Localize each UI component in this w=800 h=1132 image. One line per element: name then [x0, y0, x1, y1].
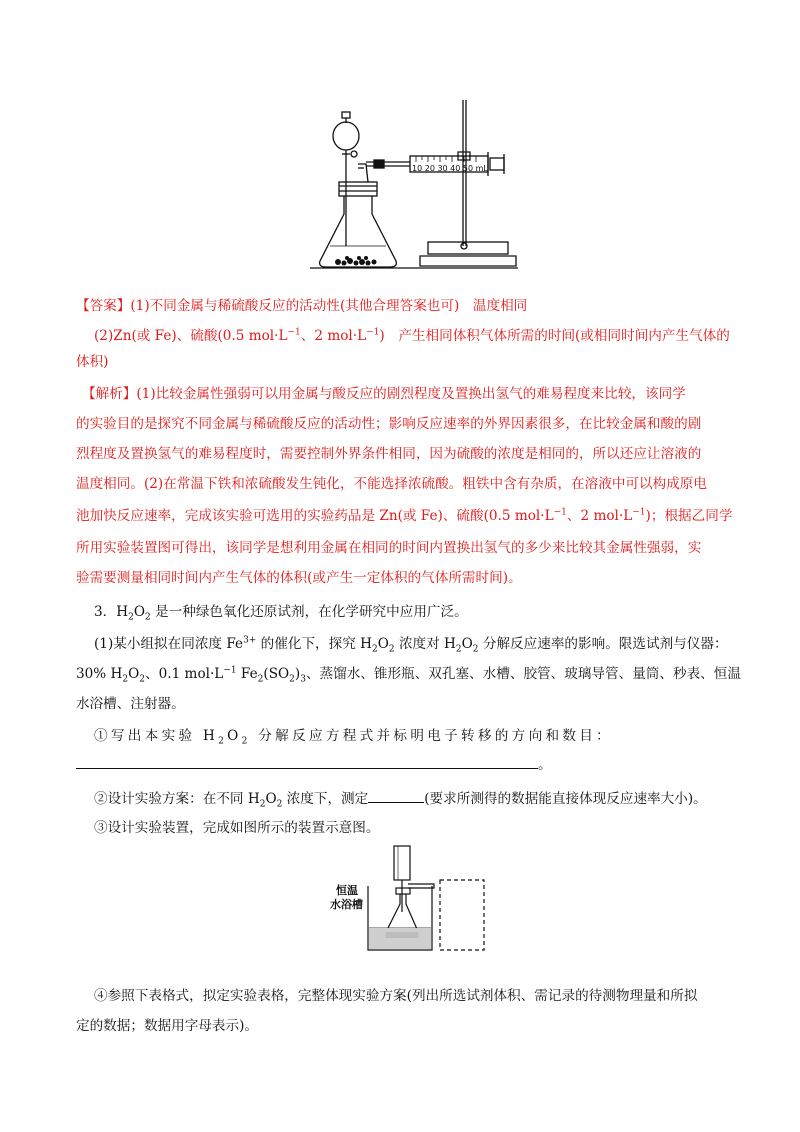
- analysis-line-4: 温度相同。(2)在常温下铁和浓硫酸发生钝化，不能选择浓硫酸。粗铁中含有杂质，在溶液中可以构成原电: [76, 476, 707, 492]
- q3-line-7: ②设计实验方案：在不同 $H_2O_2$ 浓度下，测定 (要求所测得的数据能直接体现反应速率大小)。: [94, 788, 707, 809]
- q3-line-8: ③设计实验装置，完成如图所示的装置示意图。: [94, 820, 380, 836]
- q3-line-4: 水浴槽、注射器。: [76, 696, 185, 712]
- q3-line-9: ④参照下表格式，拟定实验表格，完整体现实验方案(列出所选试剂体积、需记录的待测物理量和所拟: [94, 988, 698, 1004]
- bath-label-1: 恒温: [336, 884, 358, 897]
- answer-line-3: 体积): [76, 354, 109, 370]
- analysis-line-1: 【解析】(1)比较金属性强弱可以用金属与酸反应的剧烈程度及置换出氢气的难易程度来比较，该同学: [82, 386, 686, 402]
- q3-line-3: 30% $H_2O_2$、0.1 $mol\cdot L^{-1}$ $Fe_2(SO_2)_3$、蒸馏水、锥形瓶、双孔塞、水槽、胶管、玻璃导管、量筒、秒表、恒温: [76, 665, 741, 685]
- q3-line-6: 。: [76, 754, 552, 775]
- bath-label-2: 水浴槽: [330, 898, 363, 911]
- analysis-line-6: 所用实验装置图可得出，该同学是想利用金属在相同的时间内置换出氢气的多少来比较其金属性强弱，实: [76, 540, 702, 556]
- answer-blank-measure[interactable]: [368, 788, 424, 803]
- q3-line-2: (1)某小组拟在同浓度 $Fe^{3+}$ 的催化下，探究 $H_2O_2$ 浓度对 $H_2O_2$ 分解反应速率的影响。限选试剂与仪器：: [94, 635, 728, 655]
- q3-line-10: 定的数据；数据用字母表示)。: [76, 1018, 259, 1034]
- analysis-line-2: 的实验目的是探究不同金属与稀硫酸反应的活动性；影响反应速率的外界因素很多，在比较金属和酸的剧: [76, 416, 702, 432]
- analysis-line-7: 验需要测量相同时间内产生气体的体积(或产生一定体积的气体所需时间)。: [76, 570, 522, 586]
- syringe-scale-label: 10 20 30 40 50 mL: [412, 164, 488, 173]
- apparatus-figure-1: [308, 96, 528, 271]
- answer-line-1: 【答案】(1)不同金属与稀硫酸反应的活动性(其他合理答案也可) 温度相同: [76, 298, 528, 314]
- apparatus-figure-2: [328, 842, 490, 954]
- q3-line-5: ①写出本实验 $H_2O_2$ 分解反应方程式并标明电子转移的方向和数目：: [94, 728, 614, 747]
- q3-line-1: 3．$H_2O_2$ 是一种绿色氧化还原试剂，在化学研究中应用广泛。: [94, 604, 468, 623]
- answer-line-2: (2)Zn(或 Fe)、硫酸(0.5 $mol\cdot L^{-1}$、2 $mol\cdot L^{-1}$) 产生相同体积气体所需的时间(或相同时间内产生气体的: [94, 327, 730, 344]
- answer-tag: 【答案】: [76, 298, 131, 314]
- analysis-line-5: 池加快反应速率，完成该实验可选用的实验药品是 Zn(或 Fe)、硫酸(0.5 $mol\cdot L^{-1}$、2 $mol\cdot L^{-1}$)；根据乙同学: [76, 507, 733, 524]
- analysis-line-3: 烈程度及置换氢气的难易程度时，需要控制外界条件相同，因为硫酸的浓度是相同的，所以还应让溶液的: [76, 446, 702, 462]
- analysis-tag: 【解析】: [82, 386, 137, 402]
- answer-blank-equation[interactable]: [76, 754, 538, 769]
